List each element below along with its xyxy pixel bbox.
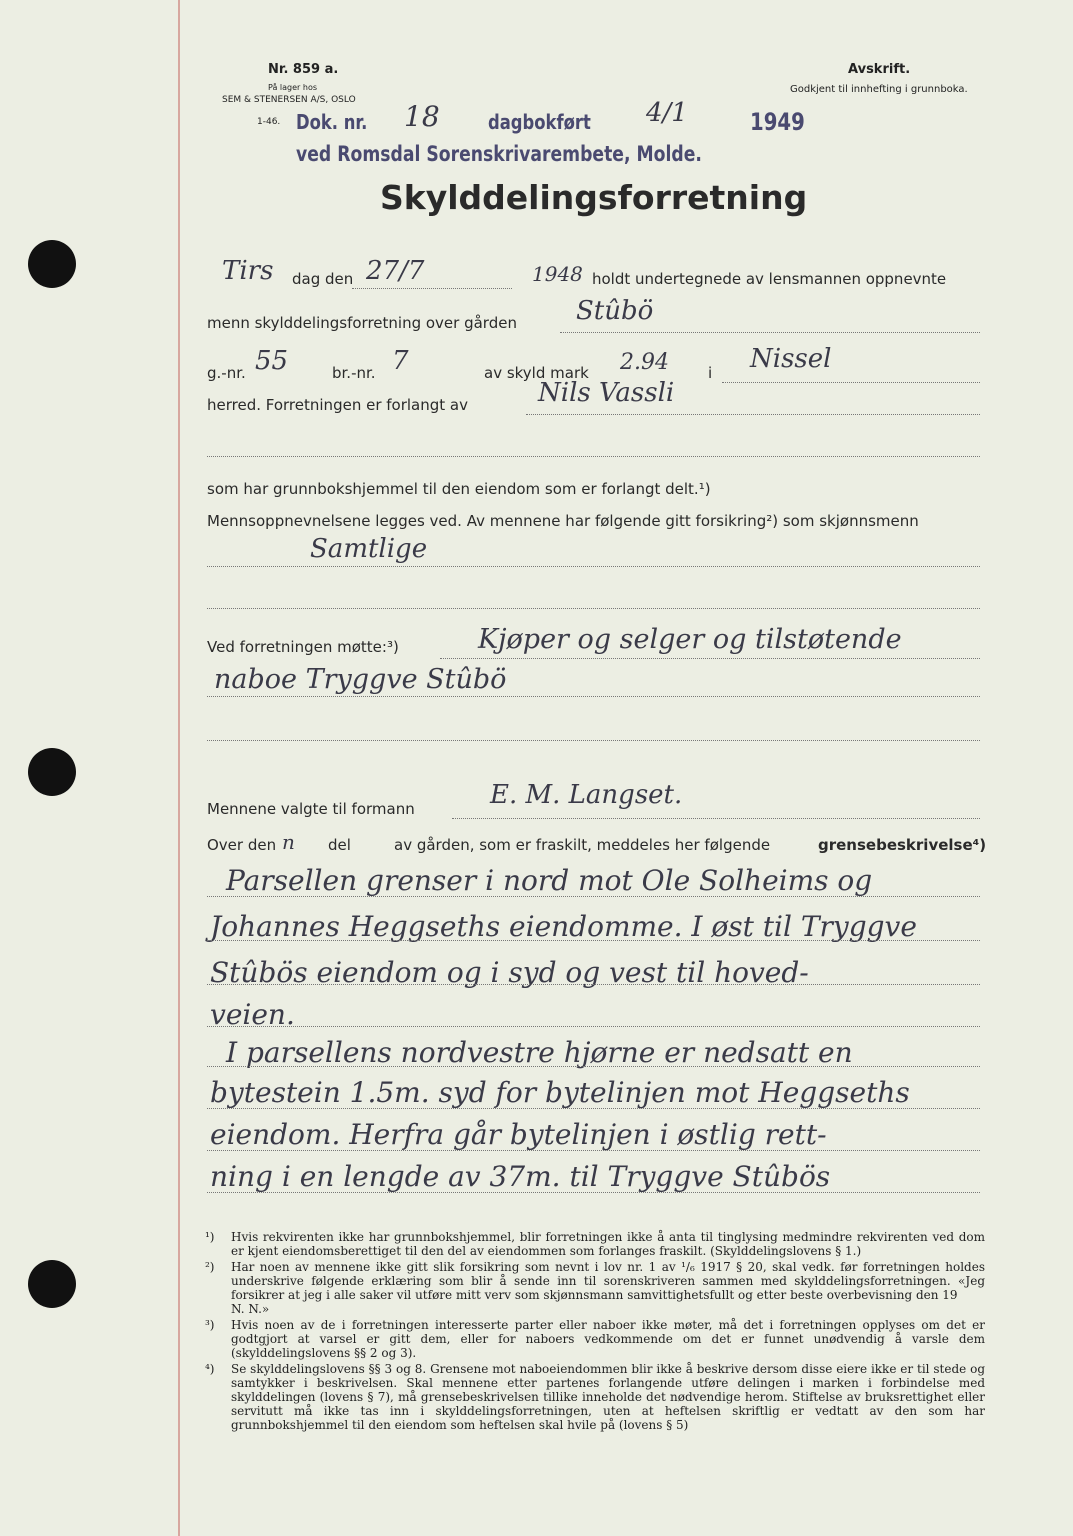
farm-hand: Stûbö <box>576 296 654 326</box>
description-line: veien. <box>210 998 295 1031</box>
publisher-line-2: SEM & STENERSEN A/S, OSLO <box>222 95 356 105</box>
footnote-text: Hvis noen av de i forretningen interesserte parter eller naboer ikke møter, må det i forretningen opplyses om det er godtgjort at varsel er gitt dem, eller for naboers vedkommende om det er funnet unødvendig å varsle dem (skylddelingslovens §§ 2 og 3). <box>231 1318 985 1360</box>
footnote-number: ⁴) <box>205 1362 215 1376</box>
footnote-number: ²) <box>205 1260 215 1274</box>
grunnbok-text: som har grunnbokshjemmel til den eiendom som er forlangt delt.¹) <box>207 480 711 498</box>
i-label: i <box>708 364 713 382</box>
blank-line <box>207 456 980 457</box>
footnote <box>205 1260 985 1316</box>
mennsopp-text: Mennsoppnevnelsene legges ved. Av mennene har følgende gitt forsikring²) som skjønnsmenn <box>207 512 919 530</box>
year-hand: 1948 <box>532 262 583 286</box>
weekday-hand: Tirs <box>222 256 274 286</box>
form-number: Nr. 859 a. <box>268 62 339 77</box>
menn-text: menn skylddelingsforretning over gården <box>207 314 517 332</box>
dok-nr-value: 18 <box>404 100 440 133</box>
brnr-hand: 7 <box>392 346 409 376</box>
writing-line <box>207 1108 980 1109</box>
writing-line <box>207 1192 980 1193</box>
writing-line <box>207 940 980 941</box>
footnotes <box>205 1230 985 1434</box>
writing-line <box>207 1026 980 1027</box>
description-line: bytestein 1.5m. syd for bytelinjen mot Heggseths <box>210 1076 910 1109</box>
date-hand: 27/7 <box>366 256 425 286</box>
forsikring-hand: Samtlige <box>310 534 428 564</box>
mote-line <box>440 658 980 659</box>
dagbokfort-date: 4/1 <box>646 98 688 128</box>
copy-label: Avskrift. <box>848 62 911 77</box>
formann-label: Mennene valgte til formann <box>207 800 415 818</box>
footnote-text: Se skylddelingslovens §§ 3 og 8. Grensene mot naboeiendommen blir ikke å beskrive dersom disse eiere ikke er til stede og samtykker i beskrivelsen. Skal mennene etter partenes forlangende utføre delingen i marken i forbindelse med skylddelingen (lovens § 7), må grensebeskrivelsen tillike inneholde det nødvendige herom. Stiftelse av bruksrettighet eller servitutt må ikke tas inn i skylddelingsforretningen, uten at heftelsen skriftlig er vedtatt av den som har grunnbokshjemmel til den eiendom som heftelsen skal hvile på (lovens § 5) <box>231 1362 985 1432</box>
footnote-number: ³) <box>205 1318 215 1332</box>
stamp-year: 1949 <box>750 108 805 136</box>
blank-line <box>207 608 980 609</box>
del-label: del <box>328 836 351 854</box>
gnr-hand: 55 <box>255 346 289 376</box>
writing-line <box>207 896 980 897</box>
requester-line <box>526 414 980 415</box>
footnote-text: Hvis rekvirenten ikke har grunnbokshjemmel, blir forretningen ikke å anta til tinglysing medmindre rekvirenten ved dom er kjent eiendomsberettiget til den del av eiendommen som forlanges fraskilt. (Skylddelingslovens § 1.) <box>231 1230 985 1258</box>
mote-hand-2: naboe Tryggve Stûbö <box>214 664 507 695</box>
formann-line <box>452 818 980 819</box>
description-line: eiendom. Herfra går bytelinjen i østlig rett- <box>210 1118 827 1151</box>
dagbokfort-label: dagbokført <box>488 110 591 134</box>
date-line <box>352 288 512 289</box>
description-line: Johannes Heggseths eiendomme. I øst til Tryggve <box>210 910 917 943</box>
writing-line <box>207 1066 980 1067</box>
farm-line <box>560 332 980 333</box>
description-line: I parsellens nordvestre hjørne er nedsatt en <box>226 1036 853 1069</box>
mote-label: Ved forretningen møtte:³) <box>207 638 399 656</box>
punch-hole <box>28 748 76 796</box>
brnr-label: br.-nr. <box>332 364 376 382</box>
gnr-label: g.-nr. <box>207 364 246 382</box>
writing-line <box>207 1150 980 1151</box>
skyld-hand: 2.94 <box>620 350 669 375</box>
over-den-label: Over den <box>207 836 277 854</box>
writing-line <box>207 984 980 985</box>
footnote-number: ¹) <box>205 1230 215 1244</box>
print-date: 1-46. <box>257 117 281 127</box>
margin-rule <box>178 0 180 1536</box>
footnote-text: Har noen av mennene ikke gitt slik forsikring som nevnt i lov nr. 1 av ¹/₆ 1917 § 20, skal vedk. før forretningen holdes underskrive følgende erklæring som blir å sende inn til sorenskriveren sammen med skylddelingsforretningen. «Jeg forsikrer at jeg i alle saker vil utføre mitt verv som skjønnsmann samvittighetsfullt og etter beste overbevisning den 19 N. N.» <box>231 1260 985 1316</box>
footnote <box>205 1362 985 1432</box>
page-title: Skylddelingsforretning <box>380 178 808 217</box>
blank-line <box>207 696 980 697</box>
fraskilt-text: av gården, som er fraskilt, meddeles her følgende <box>394 836 771 854</box>
punch-hole <box>28 240 76 288</box>
blank-line <box>207 566 980 567</box>
blank-line <box>207 740 980 741</box>
mote-hand-1: Kjøper og selger og tilstøtende <box>478 624 902 655</box>
dag-den-label: dag den <box>292 270 354 288</box>
dok-nr-label: Dok. nr. <box>296 110 368 134</box>
description-line: ning i en lengde av 37m. til Tryggve Stûbös <box>210 1160 831 1193</box>
punch-hole <box>28 1260 76 1308</box>
skyld-label: av skyld mark <box>484 364 589 382</box>
description-line: Stûbös eiendom og i syd og vest til hoved- <box>210 956 809 989</box>
municipality-line <box>722 382 980 383</box>
municipality-hand: Nissel <box>750 344 832 374</box>
over-den-hand: n <box>282 830 295 854</box>
grense-label: grensebeskrivelse⁴) <box>818 836 987 854</box>
stamp-office: ved Romsdal Sorenskrivarembete, Molde. <box>296 142 702 166</box>
footnote <box>205 1318 985 1360</box>
description-line: Parsellen grenser i nord mot Ole Solheims og <box>226 864 873 897</box>
requester-hand: Nils Vassli <box>538 378 675 408</box>
approved-text: Godkjent til innhefting i grunnboka. <box>790 84 968 95</box>
herred-text: herred. Forretningen er forlangt av <box>207 396 468 414</box>
held-text: holdt undertegnede av lensmannen oppnevnte <box>592 270 947 288</box>
formann-hand: E. M. Langset. <box>490 780 683 810</box>
publisher-line-1: På lager hos <box>268 83 317 92</box>
footnote <box>205 1230 985 1258</box>
